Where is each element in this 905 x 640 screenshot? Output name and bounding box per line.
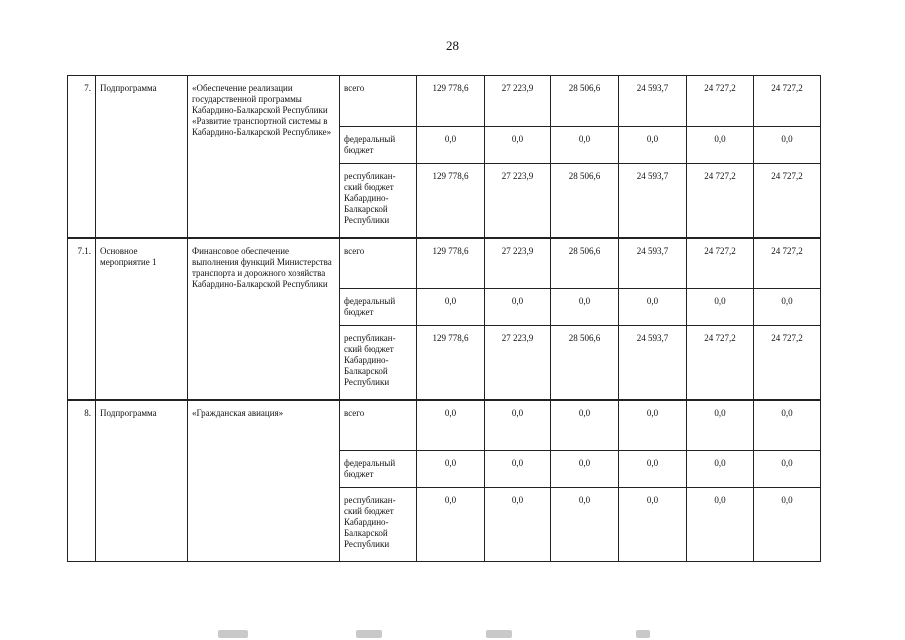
cut-off-text-fragment bbox=[486, 630, 512, 638]
amount-cell: 129 778,6 bbox=[417, 326, 485, 400]
table-row-row-total bbox=[68, 400, 821, 451]
amount-cell: 24 727,2 bbox=[754, 76, 821, 127]
amount-cell: 0,0 bbox=[485, 289, 551, 326]
amount-cell: 0,0 bbox=[551, 127, 619, 164]
amount-cell: 0,0 bbox=[687, 400, 754, 451]
amount-cell: 0,0 bbox=[417, 400, 485, 451]
funding-source: всего bbox=[340, 238, 417, 289]
funding-source: федеральный бюджет bbox=[340, 289, 417, 326]
amount-cell: 0,0 bbox=[754, 127, 821, 164]
cut-off-text-fragment bbox=[636, 630, 650, 638]
amount-cell: 27 223,9 bbox=[485, 164, 551, 238]
amount-cell: 24 727,2 bbox=[687, 76, 754, 127]
funding-source: федеральный бюджет bbox=[340, 451, 417, 488]
amount-cell: 27 223,9 bbox=[485, 76, 551, 127]
table-row-row-total bbox=[68, 76, 821, 127]
amount-cell: 0,0 bbox=[551, 488, 619, 562]
item-name: «Обеспечение реализации государственной программы Кабардино-Балкарской Республики «Развитие транспортной системы в Кабардино-Балкарской Республике» bbox=[188, 76, 340, 238]
funding-source: всего bbox=[340, 400, 417, 451]
funding-source: республикан-ский бюджет Кабардино-Балкарской Республики bbox=[340, 326, 417, 400]
amount-cell: 28 506,6 bbox=[551, 326, 619, 400]
amount-cell: 0,0 bbox=[619, 400, 687, 451]
amount-cell: 24 727,2 bbox=[687, 326, 754, 400]
funding-source: федеральный бюджет bbox=[340, 127, 417, 164]
page-number: 28 bbox=[446, 38, 459, 53]
amount-cell: 0,0 bbox=[417, 127, 485, 164]
amount-cell: 24 727,2 bbox=[754, 238, 821, 289]
amount-cell: 24 593,7 bbox=[619, 164, 687, 238]
amount-cell: 24 727,2 bbox=[687, 164, 754, 238]
amount-cell: 0,0 bbox=[754, 289, 821, 326]
amount-cell: 0,0 bbox=[687, 488, 754, 562]
amount-cell: 0,0 bbox=[485, 400, 551, 451]
amount-cell: 0,0 bbox=[687, 289, 754, 326]
funding-source: всего bbox=[340, 76, 417, 127]
budget-table bbox=[67, 75, 821, 562]
amount-cell: 0,0 bbox=[485, 451, 551, 488]
amount-cell: 0,0 bbox=[485, 488, 551, 562]
amount-cell: 0,0 bbox=[619, 289, 687, 326]
amount-cell: 0,0 bbox=[417, 451, 485, 488]
cut-off-text-fragment bbox=[218, 630, 248, 638]
item-type: Основное мероприятие 1 bbox=[96, 238, 188, 400]
amount-cell: 24 593,7 bbox=[619, 238, 687, 289]
amount-cell: 0,0 bbox=[417, 488, 485, 562]
amount-cell: 0,0 bbox=[754, 488, 821, 562]
amount-cell: 0,0 bbox=[551, 400, 619, 451]
amount-cell: 0,0 bbox=[754, 400, 821, 451]
funding-source: республикан-ский бюджет Кабардино-Балкарской Республики bbox=[340, 164, 417, 238]
amount-cell: 24 727,2 bbox=[754, 164, 821, 238]
amount-cell: 0,0 bbox=[619, 488, 687, 562]
amount-cell: 0,0 bbox=[619, 451, 687, 488]
funding-source: республикан-ский бюджет Кабардино-Балкарской Республики bbox=[340, 488, 417, 562]
amount-cell: 0,0 bbox=[619, 127, 687, 164]
item-name: Финансовое обеспечение выполнения функций Министерства транспорта и дорожного хозяйства Кабардино-Балкарской Республики bbox=[188, 238, 340, 400]
item-type: Подпрограмма bbox=[96, 400, 188, 562]
table-row-row-total bbox=[68, 238, 821, 289]
amount-cell: 129 778,6 bbox=[417, 76, 485, 127]
amount-cell: 24 593,7 bbox=[619, 326, 687, 400]
amount-cell: 0,0 bbox=[551, 289, 619, 326]
amount-cell: 24 727,2 bbox=[687, 238, 754, 289]
item-number: 7. bbox=[68, 76, 96, 238]
amount-cell: 28 506,6 bbox=[551, 238, 619, 289]
item-number: 8. bbox=[68, 400, 96, 562]
amount-cell: 0,0 bbox=[551, 451, 619, 488]
amount-cell: 24 593,7 bbox=[619, 76, 687, 127]
amount-cell: 129 778,6 bbox=[417, 164, 485, 238]
amount-cell: 0,0 bbox=[485, 127, 551, 164]
amount-cell: 24 727,2 bbox=[754, 326, 821, 400]
amount-cell: 129 778,6 bbox=[417, 238, 485, 289]
amount-cell: 0,0 bbox=[687, 127, 754, 164]
amount-cell: 0,0 bbox=[687, 451, 754, 488]
amount-cell: 27 223,9 bbox=[485, 238, 551, 289]
amount-cell: 27 223,9 bbox=[485, 326, 551, 400]
amount-cell: 0,0 bbox=[754, 451, 821, 488]
amount-cell: 28 506,6 bbox=[551, 76, 619, 127]
amount-cell: 0,0 bbox=[417, 289, 485, 326]
item-type: Подпрограмма bbox=[96, 76, 188, 238]
item-number: 7.1. bbox=[68, 238, 96, 400]
cut-off-text-fragment bbox=[356, 630, 382, 638]
item-name: «Гражданская авиация» bbox=[188, 400, 340, 562]
amount-cell: 28 506,6 bbox=[551, 164, 619, 238]
